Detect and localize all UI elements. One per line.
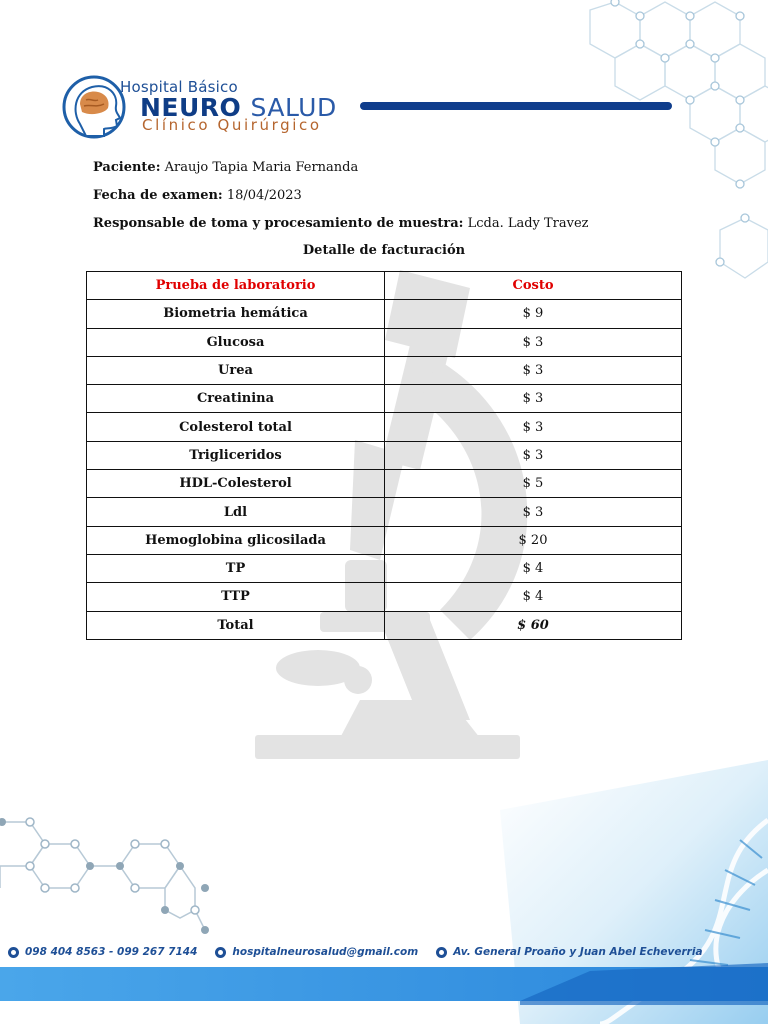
table-row <box>87 300 682 328</box>
responsible-label: Responsable de toma y procesamiento de muestra: <box>93 216 464 231</box>
logo-brand-salud: SALUD <box>250 93 337 122</box>
phone-icon <box>8 947 19 958</box>
patient-name-line <box>93 160 358 175</box>
test-cost: $ 3 <box>385 413 682 441</box>
patient-name-label: Paciente: <box>93 160 161 175</box>
molecule-decoration-top-right <box>530 0 768 310</box>
exam-date-line <box>93 188 302 203</box>
test-cost: $ 3 <box>385 328 682 356</box>
total-row <box>87 611 682 639</box>
test-name: Glucosa <box>87 328 385 356</box>
footer-band <box>0 963 768 1005</box>
responsible-line <box>93 216 589 231</box>
test-cost: $ 9 <box>385 300 682 328</box>
table-row <box>87 526 682 554</box>
test-name: Colesterol total <box>87 413 385 441</box>
footer-contact <box>8 946 703 958</box>
test-name: Urea <box>87 356 385 384</box>
test-name: Ldl <box>87 498 385 526</box>
test-name: Hemoglobina glicosilada <box>87 526 385 554</box>
patient-name-value: Araujo Tapia Maria Fernanda <box>164 160 359 175</box>
exam-date-label: Fecha de examen: <box>93 188 223 203</box>
location-icon <box>436 947 447 958</box>
header-accent-bar <box>360 102 672 110</box>
exam-date-value: 18/04/2023 <box>226 188 302 203</box>
table-row <box>87 413 682 441</box>
table-row <box>87 356 682 384</box>
test-cost: $ 3 <box>385 385 682 413</box>
test-cost: $ 5 <box>385 470 682 498</box>
test-name: Creatinina <box>87 385 385 413</box>
logo-brand-neuro: NEURO <box>140 93 242 122</box>
test-cost: $ 3 <box>385 498 682 526</box>
total-label: Total <box>87 611 385 639</box>
test-cost: $ 3 <box>385 441 682 469</box>
header-cost: Costo <box>385 272 682 300</box>
table-row <box>87 470 682 498</box>
footer-phone: 098 404 8563 - 099 267 7144 <box>25 946 198 958</box>
logo-line-subtitle: Clínico Quirúrgico <box>142 116 322 134</box>
test-name: TP <box>87 554 385 582</box>
table-row <box>87 554 682 582</box>
billing-title: Detalle de facturación <box>302 243 466 258</box>
molecule-decoration-bottom-left <box>0 800 230 940</box>
table-row <box>87 498 682 526</box>
responsible-value: Lcda. Lady Travez <box>467 216 589 231</box>
test-cost: $ 20 <box>385 526 682 554</box>
email-icon <box>215 947 226 958</box>
test-cost: $ 4 <box>385 583 682 611</box>
table-row <box>87 328 682 356</box>
logo-line-hospital: Hospital Básico <box>120 78 238 96</box>
table-row <box>87 583 682 611</box>
test-cost: $ 3 <box>385 356 682 384</box>
test-cost: $ 4 <box>385 554 682 582</box>
table-header-row <box>87 272 682 300</box>
test-name: Trigliceridos <box>87 441 385 469</box>
total-cost: $ 60 <box>385 611 682 639</box>
table-row <box>87 441 682 469</box>
header-test: Prueba de laboratorio <box>87 272 385 300</box>
footer-address: Av. General Proaño y Juan Abel Echeverria <box>453 946 703 958</box>
footer-email: hospitalneurosalud@gmail.com <box>232 946 419 958</box>
test-name: TTP <box>87 583 385 611</box>
table-row <box>87 385 682 413</box>
test-name: Biometria hemática <box>87 300 385 328</box>
billing-table <box>86 271 682 640</box>
test-name: HDL-Colesterol <box>87 470 385 498</box>
